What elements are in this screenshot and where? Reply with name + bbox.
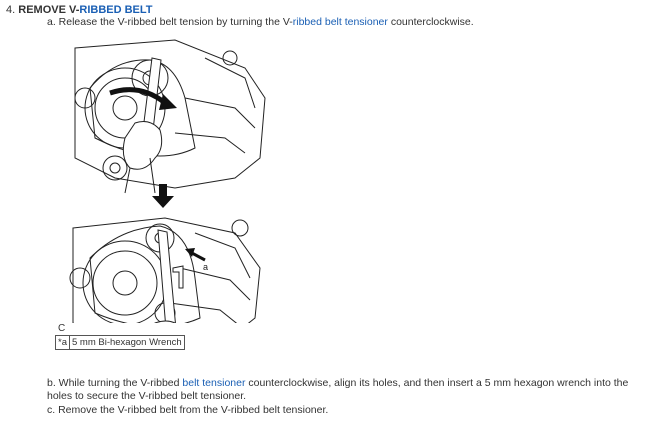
illustration <box>55 38 270 323</box>
substep-b-prefix: b. While turning the V-ribbed <box>47 377 183 389</box>
substep-b-suffix: counterclockwise, align its holes, and then insert a 5 mm hexagon wrench into the holes to secure the V-ribbed belt tensioner. <box>47 377 629 402</box>
step-number: 4. <box>6 4 16 16</box>
tensioner-link[interactable]: ribbed belt tensioner <box>292 16 388 28</box>
substep-a-prefix: a. Release the V-ribbed belt tension by turning the V- <box>47 16 293 28</box>
step-title <box>6 4 153 16</box>
substep-a-suffix: counterclockwise. <box>387 16 474 28</box>
figure-caption: C <box>58 323 66 334</box>
substep-c: c. Remove the V-ribbed belt from the V-ribbed belt tensioner. <box>47 404 329 416</box>
substep-b <box>47 377 637 403</box>
hand-bottom <box>155 321 185 323</box>
legend-table <box>55 335 185 350</box>
substep-a <box>47 16 474 29</box>
belt-tensioner-link[interactable]: belt tensioner <box>182 377 246 389</box>
hex-wrench <box>173 266 183 288</box>
callout-label: a <box>203 262 209 272</box>
step-title-link[interactable]: RIBBED BELT <box>79 4 153 16</box>
legend-row <box>56 336 185 350</box>
legend-value: 5 mm Bi-hexagon Wrench <box>69 336 184 350</box>
wrench-bottom <box>158 230 177 323</box>
step-title-prefix: REMOVE V- <box>18 4 80 16</box>
hand-top <box>123 122 161 170</box>
legend-key: *a <box>56 336 70 350</box>
